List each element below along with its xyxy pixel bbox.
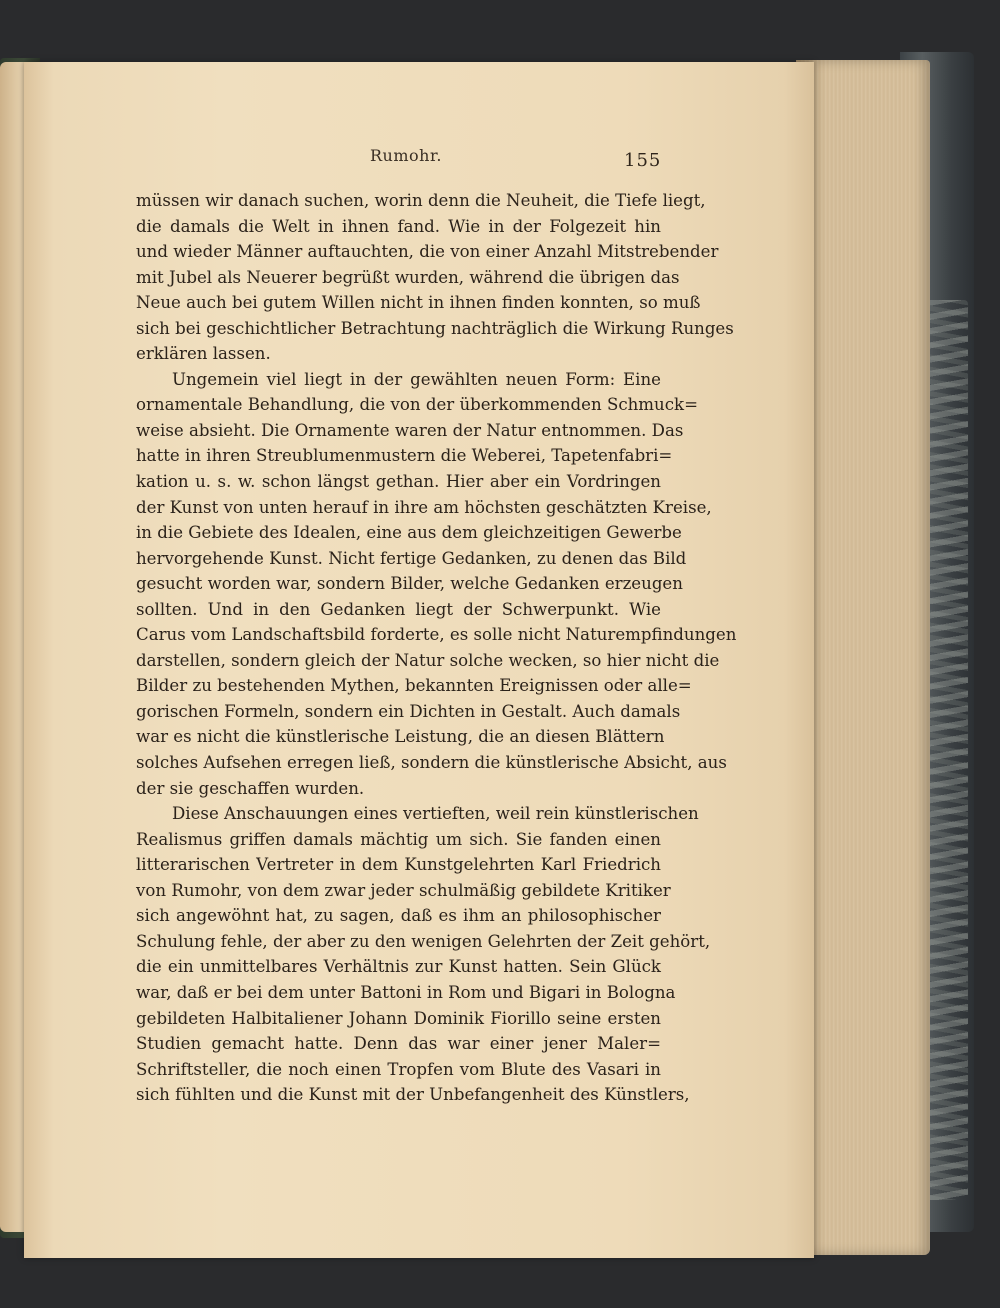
text-line: erklären lassen. (136, 344, 271, 364)
text-line: sich angewöhnt hat, zu sagen, daß es ihm an philosophischer (136, 906, 661, 926)
text-line: der Kunst von unten herauf in ihre am höchsten geschätzten Kreise, (136, 497, 712, 517)
text-line: solches Aufsehen erregen ließ, sondern die künstlerische Absicht, aus (136, 753, 727, 773)
text-line: Ungemein viel liegt in der gewählten neuen Form: Eine (172, 369, 661, 389)
text-line: Carus vom Landschaftsbild forderte, es solle nicht Naturempfindungen (136, 625, 737, 645)
text-line: darstellen, sondern gleich der Natur solche wecken, so hier nicht die (136, 650, 720, 670)
text-line: müssen wir danach suchen, worin denn die Neuheit, die Tiefe liegt, (136, 191, 706, 210)
book-page (24, 62, 814, 1258)
text-line: Schulung fehle, der aber zu den wenigen Gelehrten der Zeit gehört, (136, 931, 711, 951)
text-line: hervorgehende Kunst. Nicht fertige Gedanken, zu denen das Bild (136, 548, 687, 568)
text-line: Studien gemacht hatte. Denn das war einer jener Maler= (136, 1034, 661, 1054)
text-line: Schriftsteller, die noch einen Tropfen vom Blute des Vasari in (136, 1059, 661, 1079)
text-line: gesucht worden war, sondern Bilder, welche Gedanken erzeugen (136, 574, 683, 594)
text-line: sollten. Und in den Gedanken liegt der Schwerpunkt. Wie (136, 599, 661, 619)
text-line: und wieder Männer auftauchten, die von einer Anzahl Mitstrebender (136, 242, 719, 262)
text-line: sich fühlten und die Kunst mit der Unbefangenheit des Künstlers, (136, 1085, 690, 1105)
text-line: gebildeten Halbitaliener Johann Dominik Fiorillo seine ersten (136, 1008, 661, 1028)
running-head: Rumohr. (370, 146, 442, 165)
text-line: Realismus griffen damals mächtig um sich. Sie fanden einen (136, 829, 661, 849)
text-line: die damals die Welt in ihnen fand. Wie in der Folgezeit hin (136, 216, 661, 236)
text-line: war es nicht die künstlerische Leistung, die an diesen Blättern (136, 727, 665, 747)
text-line: Neue auch bei gutem Willen nicht in ihnen finden konnten, so muß (136, 293, 701, 313)
text-line: war, daß er bei dem unter Battoni in Rom und Bigari in Bologna (136, 982, 676, 1002)
text-line: von Rumohr, von dem zwar jeder schulmäßig gebildete Kritiker (136, 880, 671, 900)
text-line: litterarischen Vertreter in dem Kunstgelehrten Karl Friedrich (136, 855, 661, 875)
page-header (24, 146, 814, 176)
text-line: Bilder zu bestehenden Mythen, bekannten Ereignissen oder alle= (136, 676, 692, 696)
text-line: der sie geschaffen wurden. (136, 778, 365, 798)
text-line: gorischen Formeln, sondern ein Dichten in Gestalt. Auch damals (136, 701, 681, 721)
paragraph-2 (136, 367, 737, 801)
page-number: 155 (624, 150, 662, 171)
paragraph-1 (136, 188, 734, 367)
paragraph-3 (136, 801, 711, 1108)
body-text (136, 188, 737, 1108)
text-line: weise absieht. Die Ornamente waren der Natur entnommen. Das (136, 420, 684, 440)
text-line: in die Gebiete des Idealen, eine aus dem gleichzeitigen Gewerbe (136, 523, 682, 543)
text-line: Diese Anschauungen eines vertieften, weil rein künstlerischen (172, 804, 699, 824)
text-line: die ein unmittelbares Verhältnis zur Kunst hatten. Sein Glück (136, 957, 661, 977)
text-line: sich bei geschichtlicher Betrachtung nachträglich die Wirkung Runges (136, 318, 734, 338)
text-line: kation u. s. w. schon längst gethan. Hier aber ein Vordringen (136, 472, 661, 492)
cover-marbled-edge (928, 300, 968, 1200)
text-line: ornamentale Behandlung, die von der überkommenden Schmuck= (136, 395, 698, 415)
text-line: hatte in ihren Streublumenmustern die Weberei, Tapetenfabri= (136, 446, 673, 466)
text-line: mit Jubel als Neuerer begrüßt wurden, während die übrigen das (136, 267, 680, 287)
